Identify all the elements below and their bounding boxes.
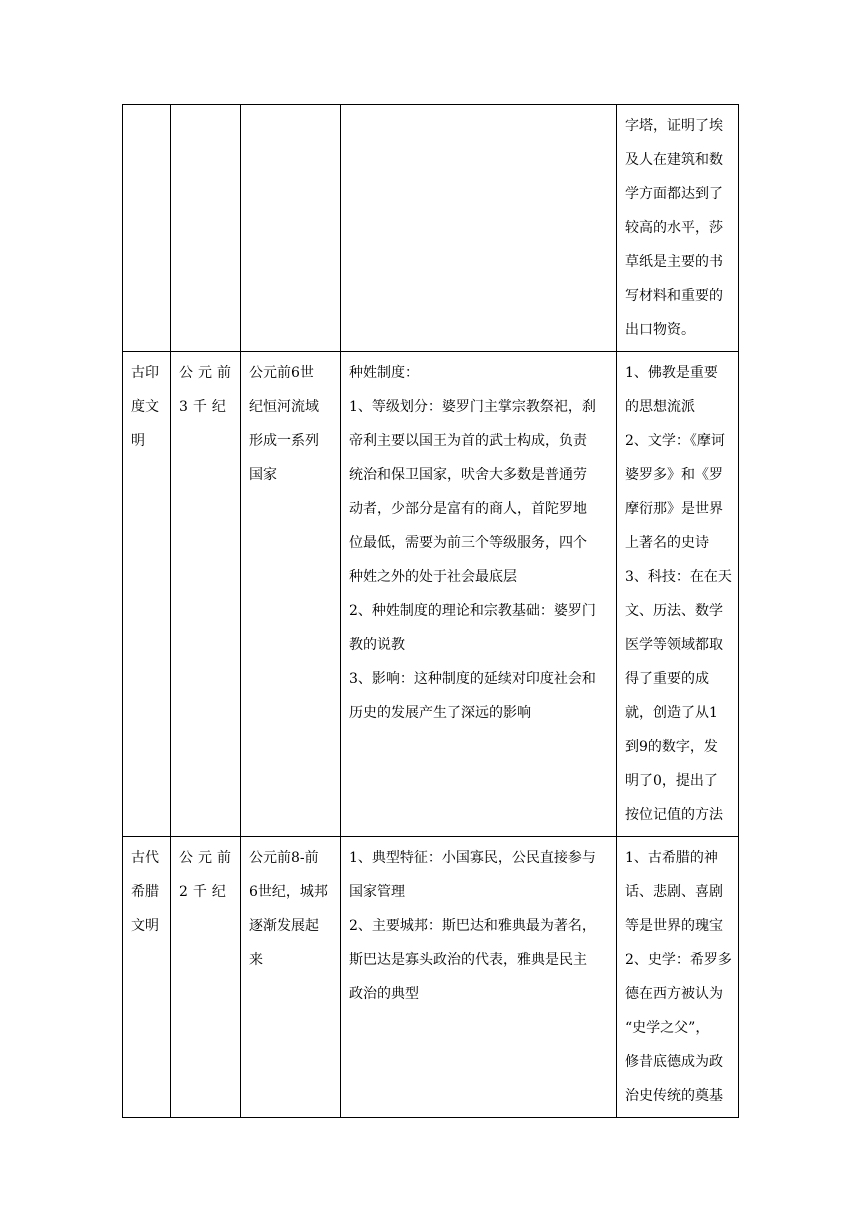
cell-line: 逐渐发展起: [249, 918, 319, 934]
cell-line: 2、主要城邦：斯巴达和雅典最为著名，: [349, 918, 596, 934]
cell-line: 3千纪: [179, 399, 231, 415]
cell-line: 公元前: [179, 365, 236, 381]
cell-line: 较高的水平，莎: [625, 220, 723, 236]
cell-line: 斯巴达是寡头政治的代表，雅典是民主: [349, 952, 587, 968]
cell-line: 古印: [131, 365, 159, 381]
culture-cell: [617, 837, 739, 1118]
cell-line: 摩衍那》是世界: [625, 501, 723, 517]
formation-cell: [241, 105, 341, 352]
time-cell: [171, 837, 241, 1118]
cell-line: 1、典型特征：小国寡民，公民直接参与: [349, 850, 596, 866]
cell-line: 2、史学：希罗多: [625, 952, 732, 968]
cell-line: 动者，少部分是富有的商人，首陀罗地: [349, 501, 587, 517]
culture-cell: [617, 105, 739, 352]
cell-line: 位最低，需要为前三个等级服务，四个: [349, 535, 587, 551]
cell-line: 历史的发展产生了深远的影响: [349, 705, 531, 721]
formation-cell: [241, 837, 341, 1118]
cell-line: 婆罗多》和《罗: [625, 467, 723, 483]
cell-line: 学方面都达到了: [625, 186, 723, 202]
cell-line: 统治和保卫国家，吠舍大多数是普通劳: [349, 467, 587, 483]
cell-line: 到9的数字，发: [625, 739, 718, 755]
cell-line: 明: [131, 433, 145, 449]
cell-line: 6世纪，城邦: [249, 884, 328, 900]
cell-line: 得了重要的成: [625, 671, 709, 687]
cell-line: 度文: [131, 399, 159, 415]
cell-line: 政治的典型: [349, 986, 419, 1002]
civilization-cell: [123, 837, 171, 1118]
cell-line: 治史传统的奠基: [625, 1088, 723, 1104]
table-row: [123, 105, 739, 352]
cell-line: 2、文学：《摩诃: [625, 433, 725, 449]
cell-line: 话、悲剧、喜剧: [625, 884, 723, 900]
time-cell: [171, 352, 241, 837]
cell-line: 国家管理: [349, 884, 405, 900]
table-row: [123, 352, 739, 837]
politics-cell: [341, 105, 617, 352]
cell-line: 种姓制度：: [349, 365, 419, 381]
civilization-cell: [123, 105, 171, 352]
cell-line: 明了0，提出了: [625, 773, 718, 789]
cell-line: 希腊: [131, 884, 159, 900]
cell-line: 及人在建筑和数: [625, 152, 723, 168]
cell-line: 3、科技：在在天: [625, 569, 732, 585]
cell-line: 古代: [131, 850, 159, 866]
cell-line: 公元前8-前: [249, 850, 319, 866]
cell-line: 1、古希腊的神: [625, 850, 718, 866]
cell-line: 修昔底德成为政: [625, 1054, 723, 1070]
cell-line: 文明: [131, 918, 159, 934]
cell-line: 来: [249, 952, 263, 968]
cell-line: 写材料和重要的: [625, 288, 723, 304]
cell-line: 纪恒河流域: [249, 399, 319, 415]
table-row: [123, 837, 739, 1118]
cell-line: 3、影响：这种制度的延续对印度社会和: [349, 671, 596, 687]
cell-line: 国家: [249, 467, 277, 483]
cell-line: 出口物资。: [625, 322, 695, 338]
politics-cell: [341, 837, 617, 1118]
cell-line: 字塔，证明了埃: [625, 118, 723, 134]
culture-cell: [617, 352, 739, 837]
cell-line: 德在西方被认为: [625, 986, 723, 1002]
cell-line: 2、种姓制度的理论和宗教基础：婆罗门: [349, 603, 596, 619]
cell-line: 等是世界的瑰宝: [625, 918, 723, 934]
cell-line: 帝利主要以国王为首的武士构成，负责: [349, 433, 587, 449]
cell-line: 医学等领域都取: [625, 637, 723, 653]
civilization-table: [122, 104, 739, 1118]
cell-line: 就，创造了从1: [625, 705, 718, 721]
cell-line: 上著名的史诗: [625, 535, 709, 551]
cell-line: 按位记值的方法: [625, 807, 723, 823]
civilization-cell: [123, 352, 171, 837]
cell-line: 的思想流派: [625, 399, 695, 415]
cell-line: 形成一系列: [249, 433, 319, 449]
cell-line: “史学之父”，: [625, 1020, 710, 1036]
formation-cell: [241, 352, 341, 837]
cell-line: 公元前: [179, 850, 236, 866]
cell-line: 文、历法、数学: [625, 603, 723, 619]
cell-line: 1、等级划分：婆罗门主掌宗教祭祀，刹: [349, 399, 596, 415]
cell-line: 2千纪: [179, 884, 231, 900]
politics-cell: [341, 352, 617, 837]
cell-line: 公元前6世: [249, 365, 314, 381]
time-cell: [171, 105, 241, 352]
cell-line: 1、佛教是重要: [625, 365, 718, 381]
cell-line: 草纸是主要的书: [625, 254, 723, 270]
cell-line: 教的说教: [349, 637, 405, 653]
cell-line: 种姓之外的处于社会最底层: [349, 569, 517, 585]
